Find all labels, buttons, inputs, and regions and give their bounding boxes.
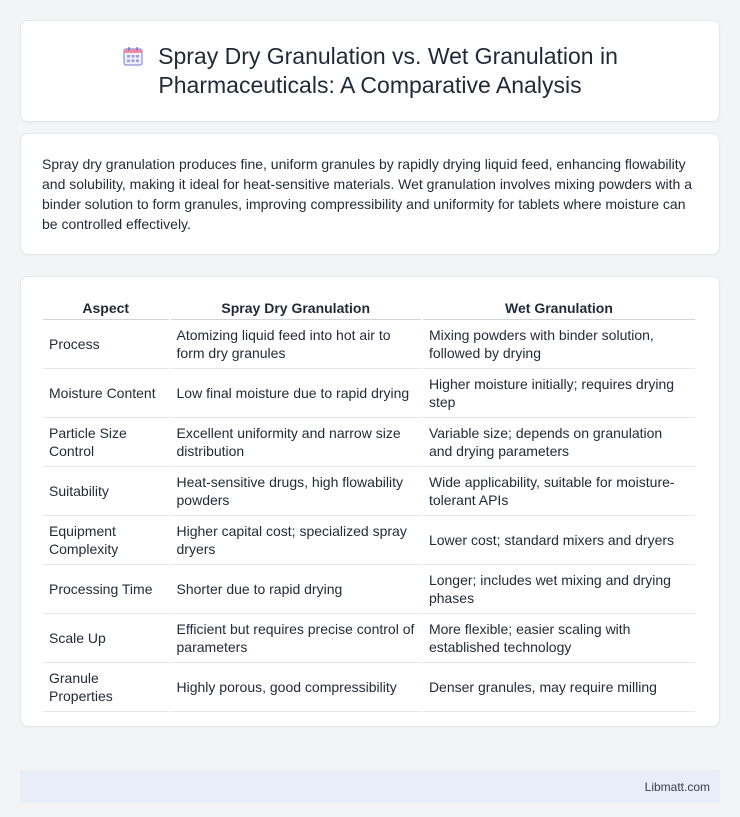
cell-spray-dry: Excellent uniformity and narrow size distribution — [171, 418, 421, 467]
cell-aspect: Particle Size Control — [43, 418, 169, 467]
header-aspect: Aspect — [43, 297, 169, 320]
cell-aspect: Moisture Content — [43, 369, 169, 418]
cell-spray-dry: Atomizing liquid feed into hot air to form dry granules — [171, 320, 421, 369]
cell-spray-dry: Shorter due to rapid drying — [171, 565, 421, 614]
cell-spray-dry: Low final moisture due to rapid drying — [171, 369, 421, 418]
cell-wet: Denser granules, may require milling — [423, 663, 695, 712]
comparison-table — [41, 297, 697, 712]
cell-wet: Wide applicability, suitable for moisture-tolerant APIs — [423, 467, 695, 516]
cell-wet: Variable size; depends on granulation and drying parameters — [423, 418, 695, 467]
cell-aspect: Suitability — [43, 467, 169, 516]
cell-spray-dry: Efficient but requires precise control of parameters — [171, 614, 421, 663]
cell-wet: Mixing powders with binder solution, followed by drying — [423, 320, 695, 369]
footer-brand-link[interactable]: Libmatt.com — [644, 779, 710, 794]
cell-spray-dry: Highly porous, good compressibility — [171, 663, 421, 712]
intro-paragraph: Spray dry granulation produces fine, uniform granules by rapidly drying liquid feed, enhancing flowability and solubility, making it ideal for heat-sensitive materials. Wet granulation involves mixing powders with a binder solution to form granules, improving compressibility and uniformity for tablets where moisture can be controlled effectively. — [42, 156, 693, 232]
page-title-text: Spray Dry Granulation vs. Wet Granulation in Pharmaceuticals: A Comparative Analysis — [158, 43, 618, 98]
cell-aspect: Equipment Complexity — [43, 516, 169, 565]
table-row — [43, 614, 695, 663]
header-card — [20, 20, 720, 122]
intro-card — [20, 133, 720, 255]
cell-aspect: Process — [43, 320, 169, 369]
table-row — [43, 467, 695, 516]
table-row — [43, 516, 695, 565]
footer — [20, 770, 720, 803]
cell-aspect: Processing Time — [43, 565, 169, 614]
table-row — [43, 369, 695, 418]
cell-wet: Lower cost; standard mixers and dryers — [423, 516, 695, 565]
cell-wet: More flexible; easier scaling with established technology — [423, 614, 695, 663]
calendar-icon — [122, 45, 144, 67]
table-row — [43, 663, 695, 712]
table-header-row — [43, 297, 695, 320]
header-spray-dry: Spray Dry Granulation — [171, 297, 421, 320]
table-row — [43, 565, 695, 614]
comparison-card — [20, 276, 720, 727]
cell-aspect: Scale Up — [43, 614, 169, 663]
cell-spray-dry: Heat-sensitive drugs, high flowability powders — [171, 467, 421, 516]
cell-wet: Higher moisture initially; requires drying step — [423, 369, 695, 418]
header-wet: Wet Granulation — [423, 297, 695, 320]
table-row — [43, 418, 695, 467]
cell-wet: Longer; includes wet mixing and drying phases — [423, 565, 695, 614]
table-row — [43, 320, 695, 369]
cell-aspect: Granule Properties — [43, 663, 169, 712]
cell-spray-dry: Higher capital cost; specialized spray dryers — [171, 516, 421, 565]
page-title — [90, 42, 650, 100]
